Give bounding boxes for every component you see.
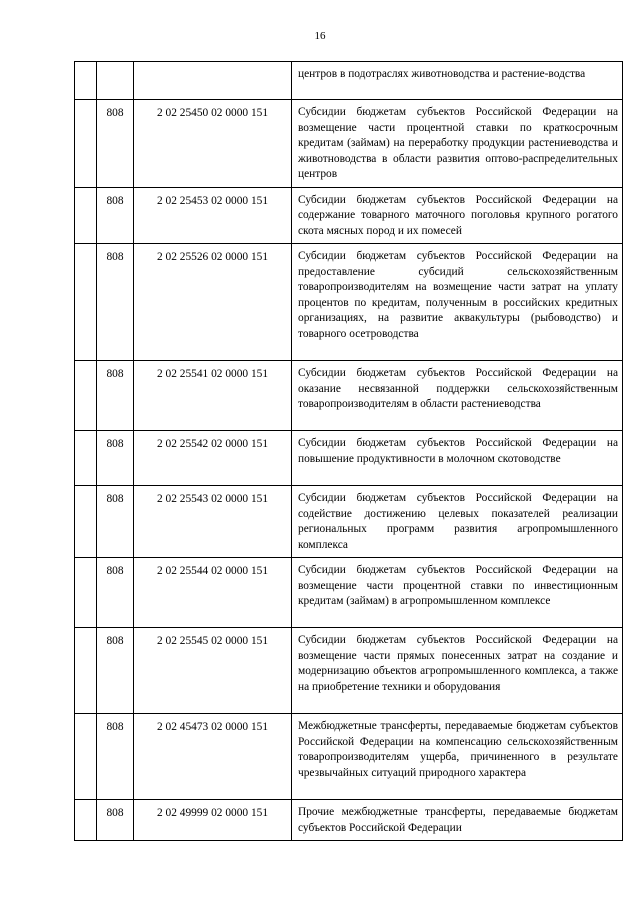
table-row xyxy=(75,100,623,188)
admin-code-cell: 808 xyxy=(97,100,134,188)
budget-code-cell: 2 02 45473 02 0000 151 xyxy=(134,714,292,800)
table-row xyxy=(75,486,623,558)
budget-code-cell: 2 02 25526 02 0000 151 xyxy=(134,244,292,361)
budget-code-cell: 2 02 25544 02 0000 151 xyxy=(134,558,292,628)
table-row xyxy=(75,628,623,714)
budget-code-cell: 2 02 25542 02 0000 151 xyxy=(134,431,292,486)
empty-cell xyxy=(75,361,97,431)
budget-codes-table xyxy=(74,61,623,841)
budget-code-cell: 2 02 25543 02 0000 151 xyxy=(134,486,292,558)
description-cell: Субсидии бюджетам субъектов Российской Федерации на возмещение части процентной ставки по краткосрочным кредитам (займам) на переработку продукции растениеводства и животноводства в области развития оптово-распределительных центров xyxy=(292,100,623,188)
budget-code-cell: 2 02 25541 02 0000 151 xyxy=(134,361,292,431)
description-cell: Субсидии бюджетам субъектов Российской Федерации на возмещение части прямых понесенных затрат на создание и модернизацию объектов агропромышленного комплекса, а также на приобретение техники и оборудования xyxy=(292,628,623,714)
budget-code-cell: 2 02 25450 02 0000 151 xyxy=(134,100,292,188)
admin-code-cell: 808 xyxy=(97,714,134,800)
description-cell: Субсидии бюджетам субъектов Российской Федерации на предоставление субсидий сельскохозяйственным товаропроизводителям на возмещение части затрат на уплату процентов по кредитам, полученным в российских кредитных организациях, на развитие аквакультуры (рыбоводство) и товарного осетроводства xyxy=(292,244,623,361)
admin-code-cell: 808 xyxy=(97,361,134,431)
empty-cell xyxy=(75,486,97,558)
admin-code-cell: 808 xyxy=(97,486,134,558)
admin-code-cell: 808 xyxy=(97,558,134,628)
description-cell: Субсидии бюджетам субъектов Российской Федерации на оказание несвязанной поддержки сельскохозяйственным товаропроизводителям в области растениеводства xyxy=(292,361,623,431)
admin-code-cell xyxy=(97,62,134,100)
description-cell: Субсидии бюджетам субъектов Российской Федерации на содержание товарного маточного поголовья крупного рогатого скота мясных пород и их помесей xyxy=(292,187,623,244)
table-row xyxy=(75,431,623,486)
description-cell: Субсидии бюджетам субъектов Российской Федерации на содействие достижению целевых показателей реализации региональных программ развития агропромышленного комплекса xyxy=(292,486,623,558)
empty-cell xyxy=(75,800,97,841)
empty-cell xyxy=(75,714,97,800)
budget-code-cell: 2 02 25545 02 0000 151 xyxy=(134,628,292,714)
budget-code-cell xyxy=(134,62,292,100)
description-cell: Прочие межбюджетные трансферты, передаваемые бюджетам субъектов Российской Федерации xyxy=(292,800,623,841)
empty-cell xyxy=(75,558,97,628)
empty-cell xyxy=(75,628,97,714)
admin-code-cell: 808 xyxy=(97,628,134,714)
table-row xyxy=(75,244,623,361)
empty-cell xyxy=(75,431,97,486)
description-cell: Межбюджетные трансферты, передаваемые бюджетам субъектов Российской Федерации на компенсацию сельскохозяйственным товаропроизводителям ущерба, причиненного в результате чрезвычайных ситуаций природного характера xyxy=(292,714,623,800)
description-cell: Субсидии бюджетам субъектов Российской Федерации на повышение продуктивности в молочном скотоводстве xyxy=(292,431,623,486)
empty-cell xyxy=(75,100,97,188)
table-row xyxy=(75,187,623,244)
budget-code-cell: 2 02 49999 02 0000 151 xyxy=(134,800,292,841)
description-cell: центров в подотраслях животноводства и растение-водства xyxy=(292,62,623,100)
description-cell: Субсидии бюджетам субъектов Российской Федерации на возмещение части процентной ставки по инвестиционным кредитам (займам) в агропромышленном комплексе xyxy=(292,558,623,628)
table-row xyxy=(75,714,623,800)
empty-cell xyxy=(75,187,97,244)
empty-cell xyxy=(75,62,97,100)
admin-code-cell: 808 xyxy=(97,431,134,486)
table-row xyxy=(75,558,623,628)
admin-code-cell: 808 xyxy=(97,800,134,841)
table-row xyxy=(75,62,623,100)
table-row xyxy=(75,361,623,431)
table-row xyxy=(75,800,623,841)
admin-code-cell: 808 xyxy=(97,244,134,361)
empty-cell xyxy=(75,244,97,361)
budget-code-cell: 2 02 25453 02 0000 151 xyxy=(134,187,292,244)
page-number: 16 xyxy=(314,30,326,42)
admin-code-cell: 808 xyxy=(97,187,134,244)
